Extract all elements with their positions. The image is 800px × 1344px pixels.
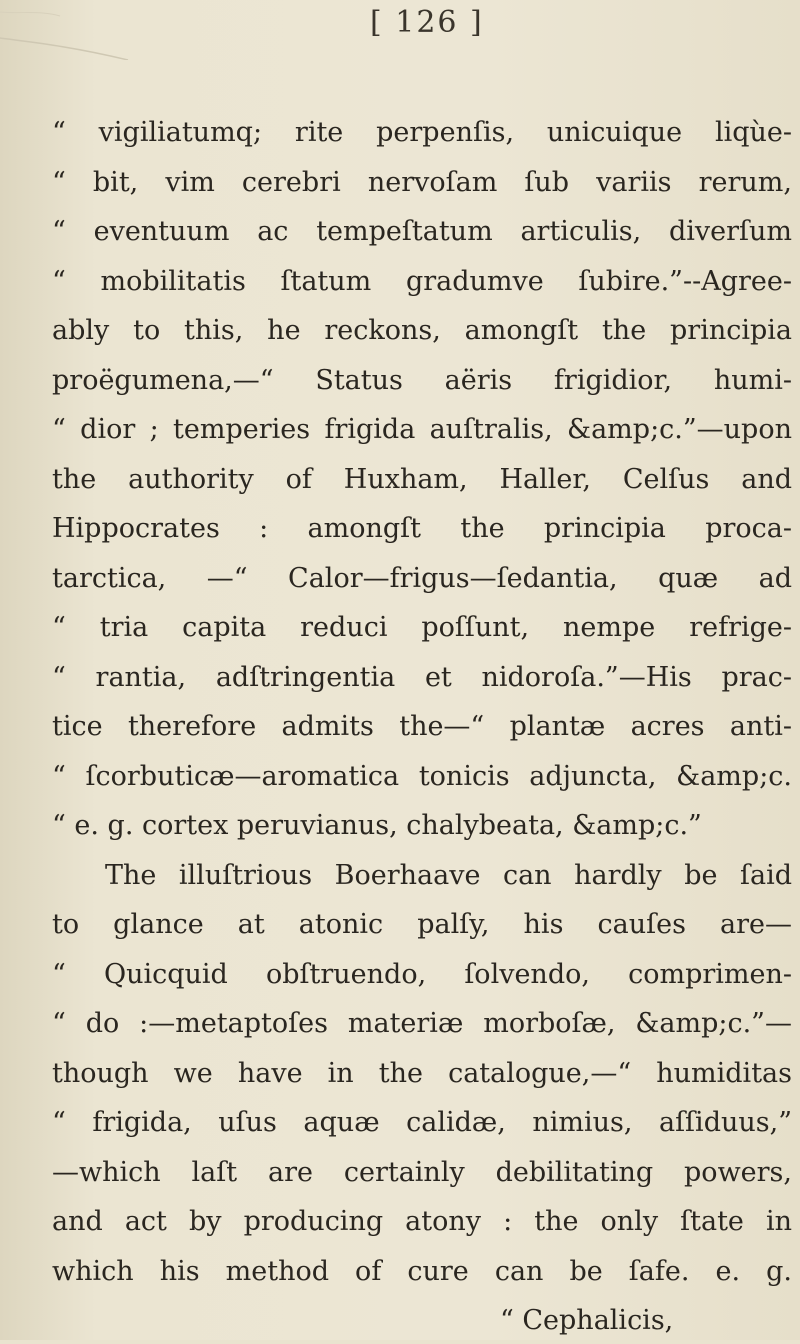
page-edge-mark bbox=[0, 0, 130, 60]
text-line: “ dior ; temperies frigida auſtralis, &amp;c.”—upon bbox=[52, 414, 792, 445]
text-line: and act by producing atony : the only ſtate in bbox=[52, 1206, 792, 1237]
text-line: tarctica, —“ Calor—frigus—ſedantia, quæ ad bbox=[52, 562, 792, 594]
text-line: The illuſtrious Boerhaave can hardly be ſaid bbox=[105, 859, 792, 891]
text-line: “ vigiliatumq; rite perpenſis, unicuique liqùe- bbox=[52, 117, 792, 148]
text-line: to glance at atonic palſy, his cauſes are— bbox=[52, 909, 792, 940]
text-line: “ e. g. cortex peruvianus, chalybeata, &amp;c.” bbox=[52, 810, 702, 841]
text-line: “ eventuum ac tempeſtatum articulis, diverſum bbox=[52, 216, 792, 247]
text-line: “ Quicquid obſtruendo, ſolvendo, comprimen- bbox=[52, 958, 792, 990]
text-line: though we have in the catalogue,—“ humiditas bbox=[52, 1057, 792, 1089]
text-line: Hippocrates : amongſt the principia proca- bbox=[52, 513, 792, 544]
text-line: —which laſt are certainly debilitating powers, bbox=[52, 1156, 792, 1188]
text-line: “ rantia, adſtringentia et nidoroſa.”—His prac- bbox=[52, 661, 792, 693]
text-line: “ mobilitatis ſtatum gradumve ſubire.”--Agree- bbox=[52, 265, 792, 297]
text-line: tice therefore admits the—“ plantæ acres anti- bbox=[52, 711, 792, 742]
text-line: “ ſcorbuticæ—aromatica tonicis adjuncta, &amp;c. bbox=[52, 760, 792, 792]
text-line: “ bit, vim cerebri nervoſam ſub variis rerum, bbox=[52, 166, 792, 198]
text-line: which his method of cure can be ſafe. e. g. bbox=[52, 1255, 792, 1287]
text-line: “ do :—metaptoſes materiæ morboſæ, &amp;c.”— bbox=[52, 1008, 792, 1039]
page-number: [ 126 ] bbox=[370, 5, 484, 40]
text-line: “ frigida, uſus aquæ calidæ, nimius, aſſiduus,” bbox=[52, 1107, 792, 1138]
catchword: “ Cephalicis, bbox=[500, 1305, 674, 1336]
text-line: proëgumena,—“ Status aëris frigidior, humi- bbox=[52, 364, 792, 396]
text-line: ably to this, he reckons, amongſt the principia bbox=[52, 315, 792, 346]
text-line: “ tria capita reduci poſſunt, nempe refrige- bbox=[52, 612, 792, 643]
text-line: the authority of Huxham, Haller, Celſus and bbox=[52, 463, 792, 495]
